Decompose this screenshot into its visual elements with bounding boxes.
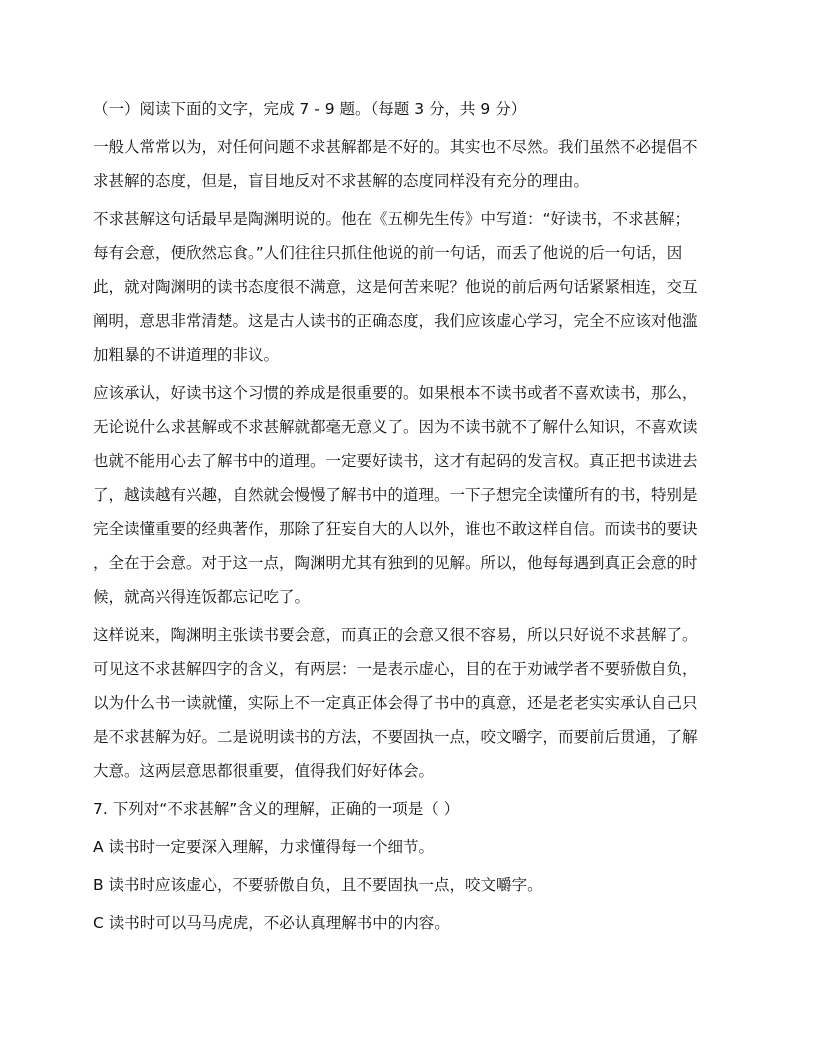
paragraph-line: 一般人常常以为，对任何问题不求甚解都是不好的。其实也不尽然。我们虽然不必提倡不: [93, 138, 698, 156]
paragraph-line: 也就不能用心去了解书中的道理。一定要好读书，这才有起码的发言权。真正把书读进去: [93, 452, 698, 470]
paragraph-line: 加粗暴的不讲道理的非议。: [93, 346, 280, 364]
paragraph-line: 无论说什么求甚解或不求甚解就都毫无意义了。因为不读书就不了解什么知识，不喜欢读: [93, 418, 698, 436]
paragraph-line: 不求甚解这句话最早是陶渊明说的。他在《五柳先生传》中写道：“好读书，不求甚解；: [93, 210, 691, 228]
paragraph-line: 可见这不求甚解四字的含义，有两层：一是表示虚心，目的在于劝诫学者不要骄傲自负，: [93, 660, 698, 678]
paragraph-line: 是不求甚解为好。二是说明读书的方法，不要固执一点，咬文嚼字，而要前后贯通，了解: [93, 728, 698, 746]
paragraph-4: [93, 618, 723, 788]
paragraph-line: 以为什么书一读就懂，实际上不一定真正体会得了书中的真意，还是老老实实承认自己只: [93, 694, 698, 712]
paragraph-line: 此，就对陶渊明的读书态度很不满意，这是何苦来呢？他说的前后两句话紧紧相连，交互: [93, 278, 698, 296]
paragraph-line: 求甚解的态度，但是，盲目地反对不求甚解的态度同样没有充分的理由。: [93, 172, 590, 190]
paragraph-3: [93, 376, 723, 614]
question-text: 7. 下列对“不求甚解”含义的理解，正确的一项是（ ）: [93, 800, 460, 818]
paragraph-line: 每有会意，便欣然忘食。”人们往往只抓住他说的前一句话，而丢了他说的后一句话，因: [93, 244, 683, 262]
paragraph-line: 这样说来，陶渊明主张读书要会意，而真正的会意又很不容易，所以只好说不求甚解了。: [93, 626, 698, 644]
option-text: B 读书时应该虚心，不要骄傲自负，且不要固执一点，咬文嚼字。: [93, 876, 543, 894]
document-body: [93, 92, 723, 944]
paragraph-1: [93, 130, 723, 198]
section-heading: [93, 92, 723, 126]
paragraph-line: 阐明，意思非常清楚。这是古人读书的正确态度，我们应该虚心学习，完全不应该对他滥: [93, 312, 698, 330]
paragraph-line: 应该承认，好读书这个习惯的养成是很重要的。如果根本不读书或者不喜欢读书，那么，: [93, 384, 698, 402]
heading-text: （一）阅读下面的文字，完成 7 - 9 题。（每题 3 分，共 9 分）: [93, 100, 527, 118]
paragraph-line: 候，就高兴得连饭都忘记吃了。: [93, 588, 311, 606]
question-7: [93, 792, 723, 826]
option-b[interactable]: [93, 868, 723, 902]
paragraph-line: 完全读懂重要的经典著作，那除了狂妄自大的人以外，谁也不敢这样自信。而读书的要诀: [93, 520, 698, 538]
option-text: C 读书时可以马马虎虎，不必认真理解书中的内容。: [93, 914, 450, 932]
option-c[interactable]: [93, 906, 723, 940]
paragraph-line: 了，越读越有兴趣，自然就会慢慢了解书中的道理。一下子想完全读懂所有的书，特别是: [93, 486, 698, 504]
paragraph-line: 大意。这两层意思都很重要，值得我们好好体会。: [93, 762, 435, 780]
paragraph-2: [93, 202, 723, 372]
option-a[interactable]: [93, 830, 723, 864]
paragraph-line: ，全在于会意。对于这一点，陶渊明尤其有独到的见解。所以，他每每遇到真正会意的时: [93, 554, 698, 572]
option-text: A 读书时一定要深入理解，力求懂得每一个细节。: [93, 838, 435, 856]
